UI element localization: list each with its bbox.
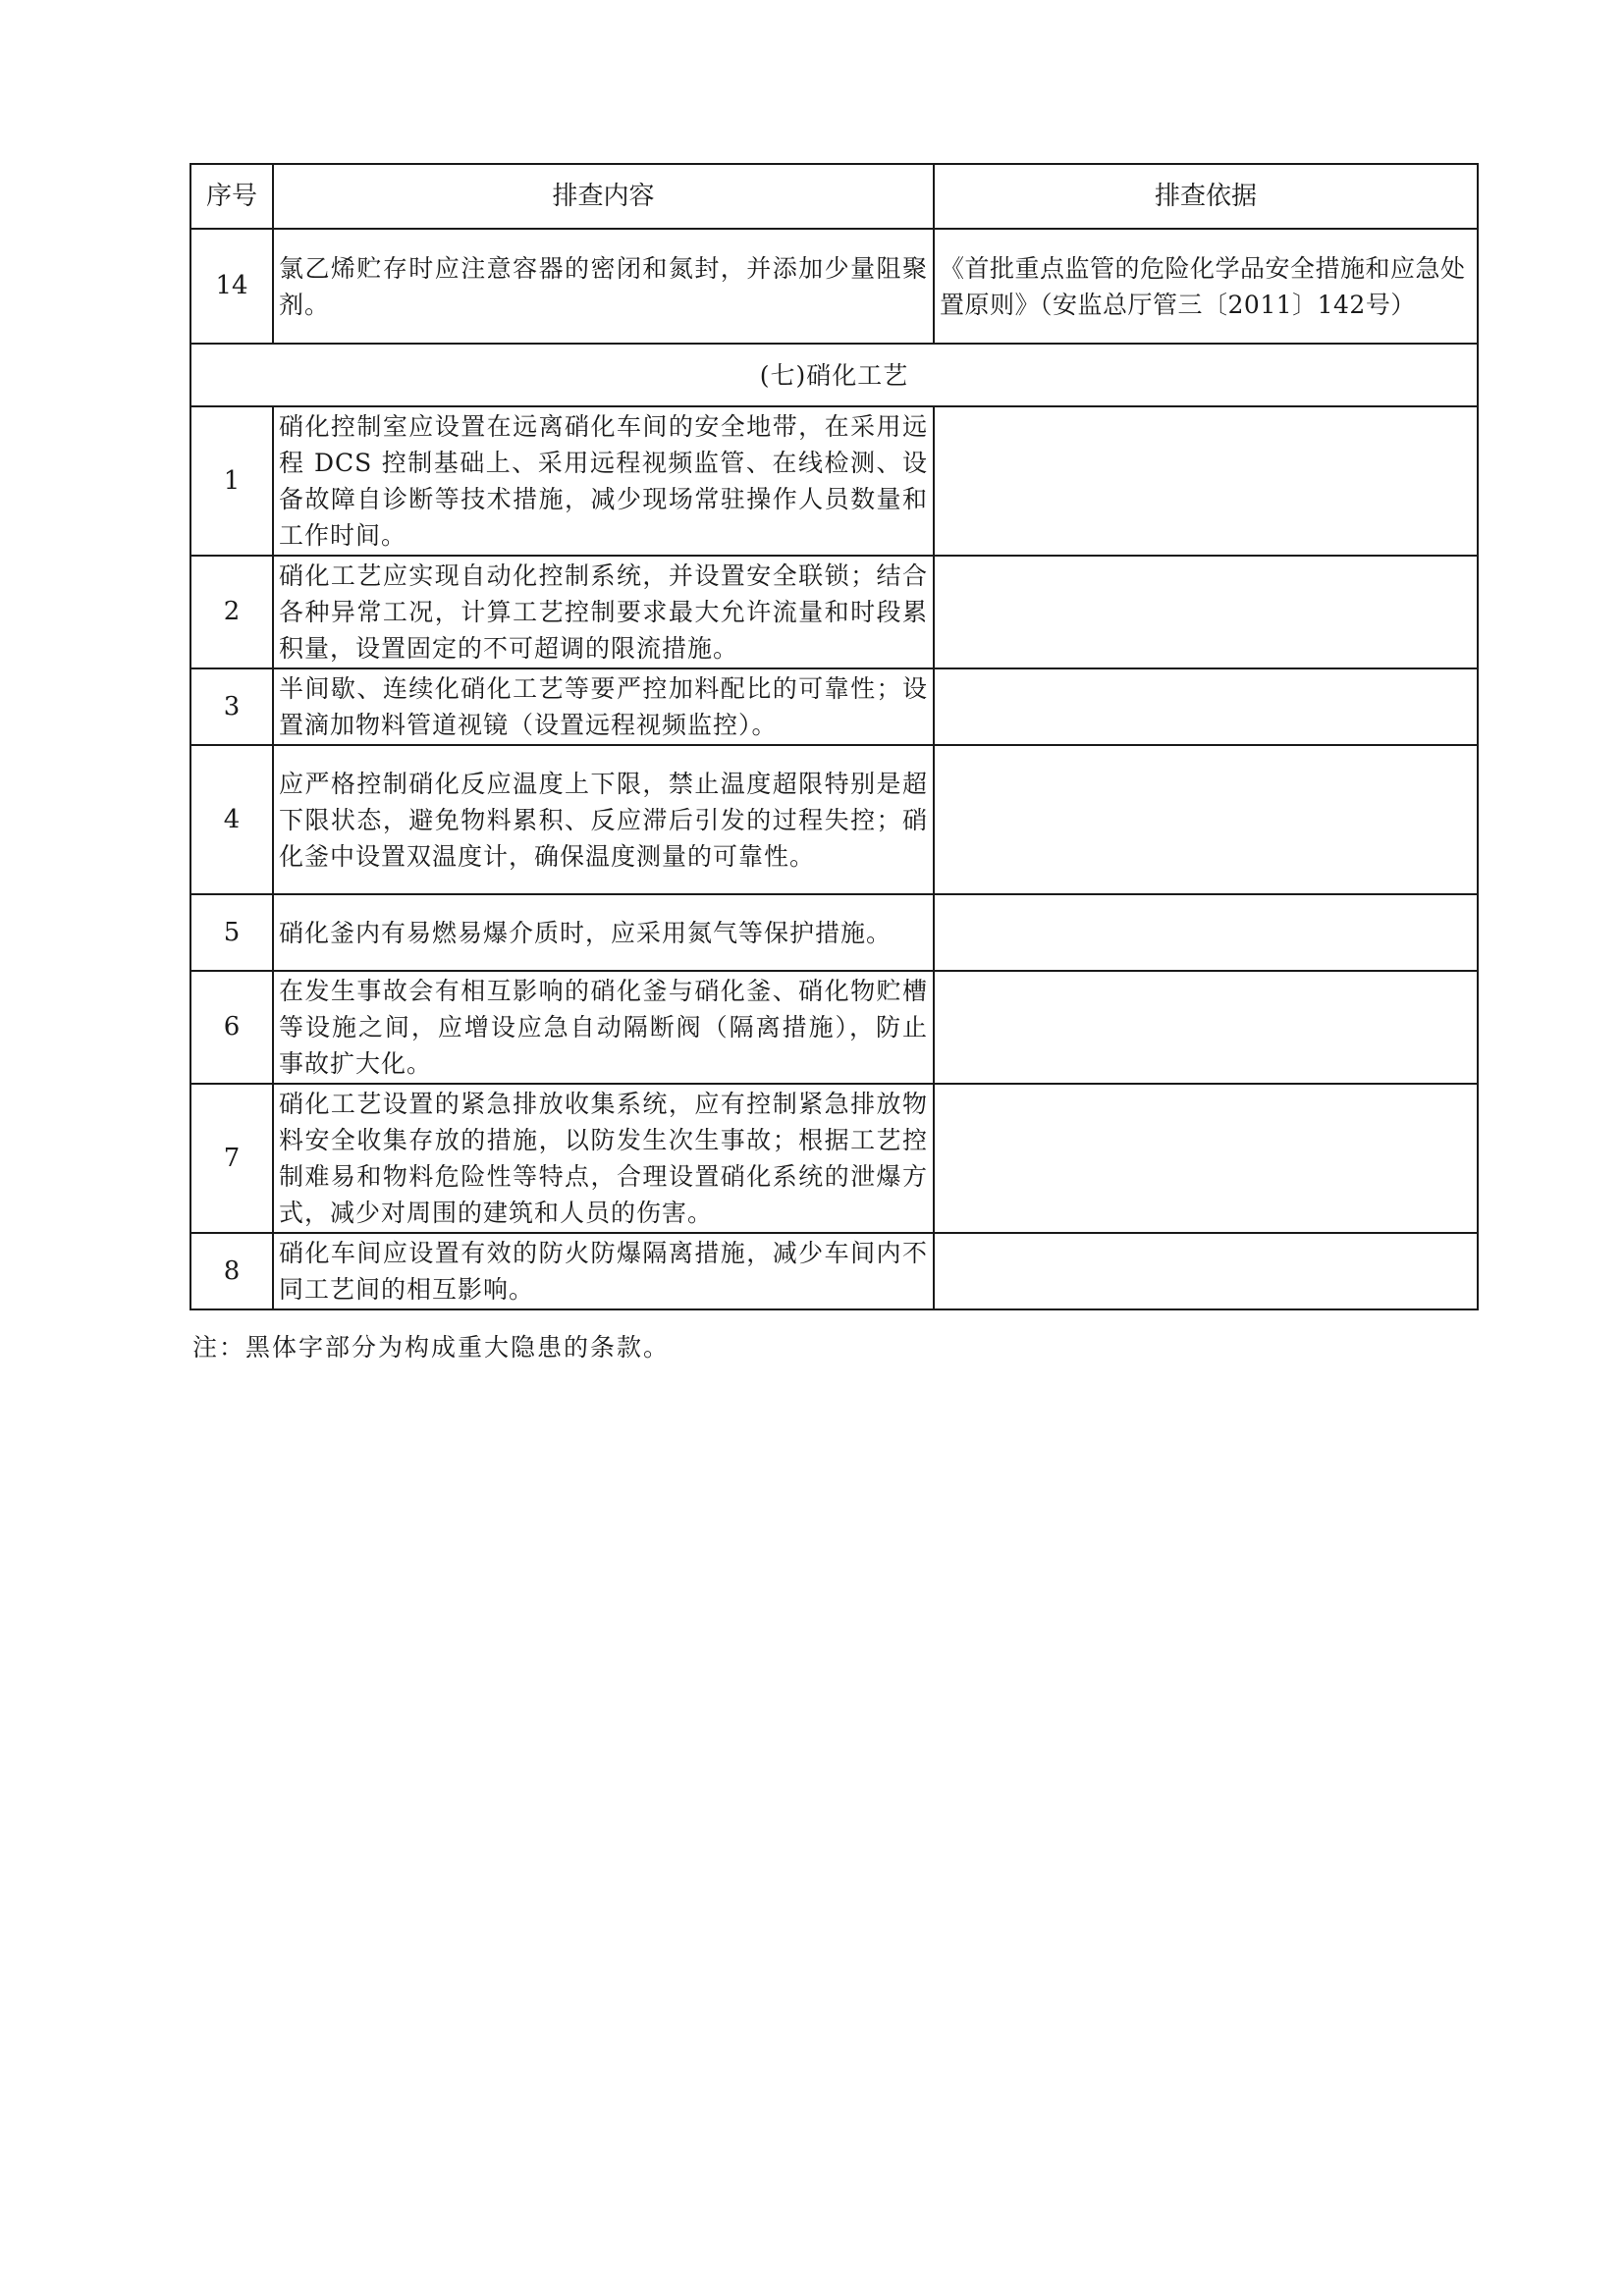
row-content: 应严格控制硝化反应温度上下限，禁止温度超限特别是超下限状态，避免物料累积、反应滞后引发的过程失控；硝化釜中设置双温度计，确保温度测量的可靠性。 <box>273 745 934 894</box>
row-seq: 5 <box>190 894 273 971</box>
row-content: 硝化工艺应实现自动化控制系统，并设置安全联锁；结合各种异常工况，计算工艺控制要求最大允许流量和时段累积量，设置固定的不可超调的限流措施。 <box>273 556 934 668</box>
header-seq: 序号 <box>190 164 273 229</box>
row-content: 在发生事故会有相互影响的硝化釜与硝化釜、硝化物贮槽等设施之间，应增设应急自动隔断阀（隔离措施），防止事故扩大化。 <box>273 971 934 1084</box>
row-seq: 6 <box>190 971 273 1084</box>
row-seq: 4 <box>190 745 273 894</box>
row-basis <box>934 1084 1478 1233</box>
row-basis <box>934 971 1478 1084</box>
table-row <box>190 1233 1478 1309</box>
table-row <box>190 745 1478 894</box>
row-seq: 7 <box>190 1084 273 1233</box>
footnote: 注：黑体字部分为构成重大隐患的条款。 <box>192 1333 671 1362</box>
row-basis <box>934 1233 1478 1309</box>
header-content: 排查内容 <box>273 164 934 229</box>
table-header-row <box>190 164 1478 229</box>
row-content: 半间歇、连续化硝化工艺等要严控加料配比的可靠性；设置滴加物料管道视镜（设置远程视频监控）。 <box>273 668 934 745</box>
section-title: (七)硝化工艺 <box>190 344 1478 406</box>
row-seq: 14 <box>190 229 273 344</box>
row-content: 硝化控制室应设置在远离硝化车间的安全地带，在采用远程 DCS 控制基础上、采用远程视频监管、在线检测、设备故障自诊断等技术措施，减少现场常驻操作人员数量和工作时间。 <box>273 406 934 556</box>
table-row <box>190 229 1478 344</box>
row-basis <box>934 668 1478 745</box>
row-content: 硝化工艺设置的紧急排放收集系统，应有控制紧急排放物料安全收集存放的措施，以防发生次生事故；根据工艺控制难易和物料危险性等特点，合理设置硝化系统的泄爆方式，减少对周围的建筑和人员的伤害。 <box>273 1084 934 1233</box>
row-seq: 8 <box>190 1233 273 1309</box>
row-seq: 1 <box>190 406 273 556</box>
row-basis <box>934 745 1478 894</box>
row-content: 硝化釜内有易燃易爆介质时，应采用氮气等保护措施。 <box>273 894 934 971</box>
row-content: 氯乙烯贮存时应注意容器的密闭和氮封，并添加少量阻聚剂。 <box>273 229 934 344</box>
row-basis: 《首批重点监管的危险化学品安全措施和应急处置原则》（安监总厅管三〔2011〕142号） <box>934 229 1478 344</box>
row-content: 硝化车间应设置有效的防火防爆隔离措施，减少车间内不同工艺间的相互影响。 <box>273 1233 934 1309</box>
table-row <box>190 971 1478 1084</box>
table-row <box>190 406 1478 556</box>
header-basis: 排查依据 <box>934 164 1478 229</box>
table-row <box>190 668 1478 745</box>
table-row <box>190 1084 1478 1233</box>
row-basis <box>934 556 1478 668</box>
inspection-checklist-table <box>189 163 1479 1310</box>
table-row <box>190 894 1478 971</box>
row-seq: 3 <box>190 668 273 745</box>
row-basis <box>934 894 1478 971</box>
row-seq: 2 <box>190 556 273 668</box>
section-row <box>190 344 1478 406</box>
row-basis <box>934 406 1478 556</box>
table-row <box>190 556 1478 668</box>
